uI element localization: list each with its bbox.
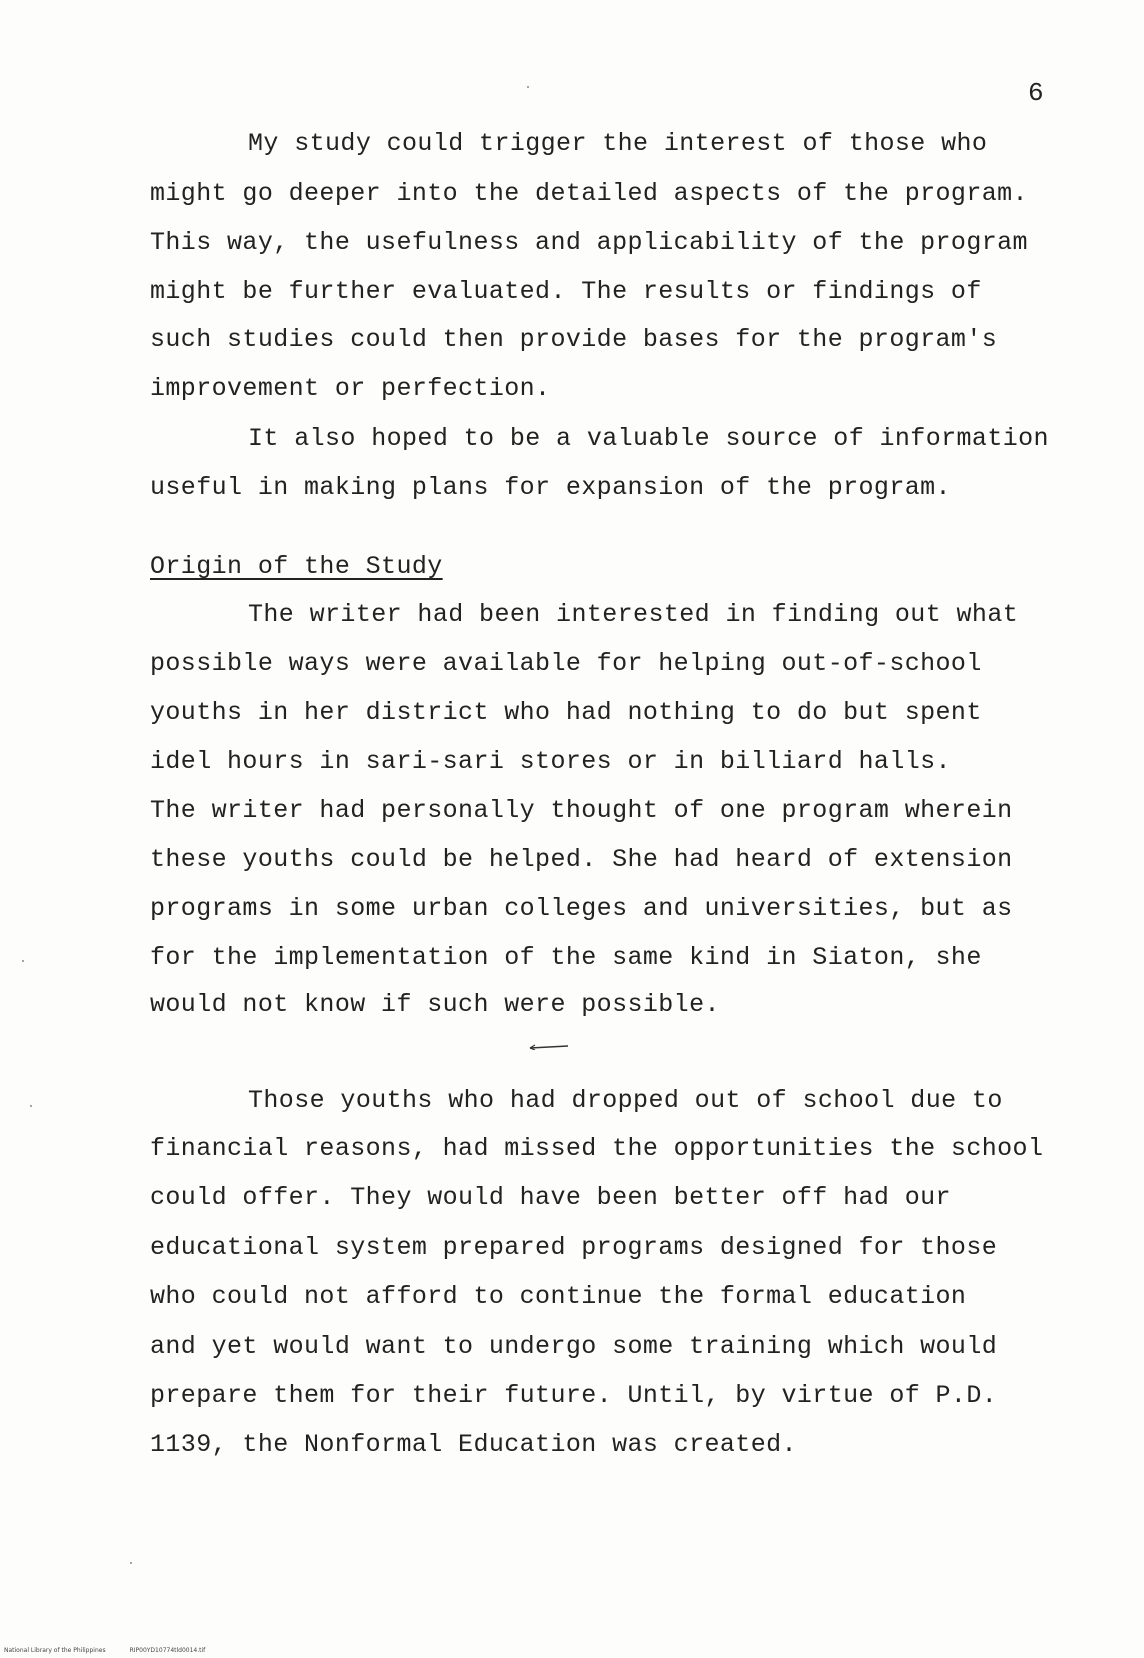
text-line: these youths could be helped. She had heard of extension	[150, 845, 1013, 874]
text-line: The writer had been interested in finding out what	[248, 600, 1019, 629]
text-line: for the implementation of the same kind in Siaton, she	[150, 943, 982, 972]
text-line: The writer had personally thought of one program wherein	[150, 796, 1013, 825]
text-line: My study could trigger the interest of those who	[248, 129, 988, 158]
text-line: This way, the usefulness and applicability of the program	[150, 228, 1028, 257]
footer-code: RIP00YD10774tld0014.tif	[129, 1647, 206, 1654]
text-line: and yet would want to undergo some training which would	[150, 1332, 998, 1361]
text-line: such studies could then provide bases for the program's	[150, 325, 998, 354]
footer-library: National Library of the Philippines	[4, 1647, 106, 1654]
text-line: prepare them for their future. Until, by virtue of P.D.	[150, 1381, 998, 1410]
text-line: youths in her district who had nothing to do but spent	[150, 698, 982, 727]
scan-footer	[4, 1647, 205, 1655]
scan-speck	[130, 1562, 132, 1564]
text-line: programs in some urban colleges and universities, but as	[150, 894, 1013, 923]
text-line: would not know if such were possible.	[150, 990, 720, 1019]
scan-speck	[527, 86, 529, 88]
scan-speck	[22, 960, 24, 962]
text-line: It also hoped to be a valuable source of information	[248, 424, 1049, 453]
text-line: might go deeper into the detailed aspects of the program.	[150, 179, 1028, 208]
scan-speck	[30, 1105, 32, 1107]
text-line: could offer. They would have been better off had our	[150, 1183, 951, 1212]
text-line: Those youths who had dropped out of school due to	[248, 1086, 1003, 1115]
text-line: possible ways were available for helping out-of-school	[150, 649, 982, 678]
text-line: improvement or perfection.	[150, 374, 551, 403]
text-line: might be further evaluated. The results or findings of	[150, 277, 982, 306]
section-heading: Origin of the Study	[150, 552, 443, 581]
page-number: 6	[1028, 78, 1044, 108]
text-line: 1139, the Nonformal Education was created.	[150, 1430, 797, 1459]
correction-mark	[528, 1044, 570, 1050]
text-line: educational system prepared programs designed for those	[150, 1233, 998, 1262]
text-line: financial reasons, had missed the opportunities the school	[150, 1134, 1044, 1163]
text-line: who could not afford to continue the formal education	[150, 1282, 967, 1311]
text-line: useful in making plans for expansion of the program.	[150, 473, 951, 502]
text-line: idel hours in sari-sari stores or in billiard halls.	[150, 747, 951, 776]
